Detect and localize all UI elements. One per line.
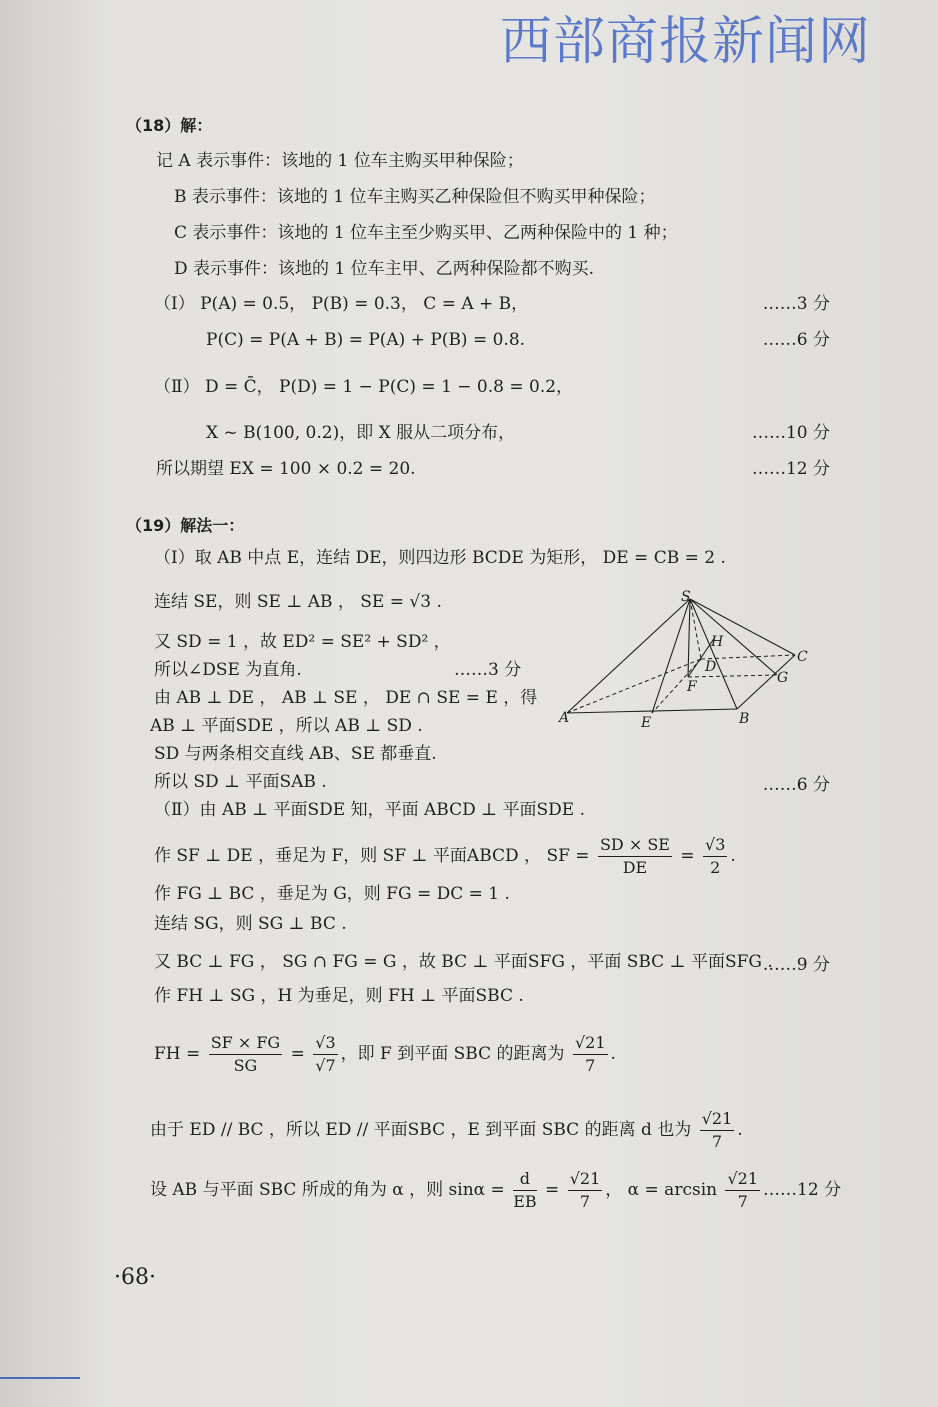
q19-arcsin-text: ， α = arcsin: [605, 1180, 718, 1200]
q19-points-12: ……12 分: [763, 1180, 842, 1200]
q19-line-7: SD 与两条相交直线 AB、SE 都垂直.: [154, 744, 437, 764]
pyramid-diagram: [555, 585, 815, 735]
edge-sd-hidden: [690, 599, 701, 659]
q18-points-6: ……6 分: [762, 330, 830, 350]
diagram-label-h: H: [711, 634, 724, 650]
q19-points-9: ……9 分: [762, 955, 830, 975]
fh-denominator: SG: [233, 1056, 258, 1075]
page-number: ·68·: [114, 1265, 156, 1290]
d-distance-denominator: 7: [711, 1132, 723, 1151]
edge-ad-hidden: [567, 659, 701, 713]
fh-distance-fraction: [573, 1032, 608, 1077]
edge-sf: [688, 599, 690, 677]
d-distance-fraction: [700, 1108, 735, 1153]
q19-points-6: ……6 分: [762, 775, 830, 795]
edge-sc: [690, 599, 795, 655]
diagram-label-d: D: [705, 659, 717, 675]
diagram-label-b: B: [739, 711, 750, 727]
q19-fh-distance-text: ，即 F 到平面 SBC 的距离为: [340, 1044, 565, 1064]
q18-line-3: C 表示事件：该地的 1 位车主至少购买甲、乙两种保险中的 1 种；: [174, 223, 678, 243]
q19-ed-text: 由于 ED // BC ，所以 ED // 平面SBC ，E 到平面 SBC 的距离 d 也为: [150, 1120, 692, 1140]
edge-fg-hidden: [688, 675, 777, 677]
q19-line-6: AB ⊥ 平面SDE ，所以 AB ⊥ SD .: [150, 716, 423, 736]
q18-line-2: B 表示事件：该地的 1 位车主购买乙种保险但不购买甲种保险；: [174, 187, 656, 207]
sin-value-fraction: [568, 1168, 603, 1213]
q18-part2-line-1: （Ⅱ） D = C̄， P(D) = 1 − P(C) = 1 − 0.8 = 0.2，: [154, 377, 574, 397]
q19-angle-text: 设 AB 与平面 SBC 所成的角为 α ，则 sinα =: [150, 1180, 505, 1200]
q19-line-5: 由 AB ⊥ DE ， AB ⊥ SE ， DE ∩ SE = E ，得: [154, 688, 538, 708]
q19-ed-line: 由于 ED // BC ，所以 ED // 平面SBC ，E 到平面 SBC 的距离 d 也为 $\frac{√21}{7}$ .: [150, 1109, 743, 1151]
sin-value-numerator: √21: [568, 1168, 603, 1191]
sf-denominator: DE: [622, 858, 648, 877]
sf-numerator: SD × SE: [598, 834, 672, 857]
q19-angle-line: 设 AB 与平面 SBC 所成的角为 α ，则 sinα = $\frac{d}{EB}$ = $\frac{√21}{7}$ ， α = arcsin $\frac{√21}{7}$ ……12 分: [150, 1169, 842, 1211]
sf-fraction: [598, 834, 672, 879]
diagram-label-e: E: [641, 715, 652, 731]
q18-points-10: ……10 分: [751, 423, 830, 443]
q19-line-13: 又 BC ⊥ FG ， SG ∩ FG = G ，故 BC ⊥ 平面SFG ，平面 SBC ⊥ 平面SFG .: [154, 952, 773, 972]
q18-part1-line-2: P(C) = P(A + B) = P(A) + P(B) = 0.8.: [206, 330, 526, 350]
diagram-label-a: A: [559, 710, 570, 726]
q18-part1-line-1: （Ⅰ） P(A) = 0.5， P(B) = 0.3， C = A + B，: [154, 294, 529, 314]
q18-line-4: D 表示事件：该地的 1 位车主甲、乙两种保险都不购买.: [174, 259, 595, 279]
q19-sf-text: 作 SF ⊥ DE ，垂足为 F，则 SF ⊥ 平面ABCD ， SF =: [154, 846, 590, 866]
q19-line-14: 作 FH ⊥ SG ，H 为垂足，则 FH ⊥ 平面SBC .: [154, 986, 524, 1006]
q19-sf-line: 作 SF ⊥ DE ，垂足为 F，则 SF ⊥ 平面ABCD ， SF = $\frac{SD \times SE}{DE}$ = $\frac{√3}{2}$ .: [154, 835, 736, 877]
q19-points-3: ……3 分: [454, 660, 522, 680]
q19-line-8: 所以 SD ⊥ 平面SAB .: [154, 772, 327, 792]
arcsin-denominator: 7: [737, 1192, 748, 1211]
q18-expectation: 所以期望 EX = 100 × 0.2 = 20.: [156, 459, 416, 479]
fh-distance-denominator: 7: [585, 1056, 596, 1075]
sf-result-fraction: [703, 834, 727, 879]
sin-numerator: d: [513, 1168, 536, 1191]
fh-result-numerator: √3: [313, 1032, 337, 1055]
diagram-label-c: C: [797, 649, 808, 665]
diagram-label-s: S: [681, 589, 691, 605]
fh-result-fraction: [313, 1032, 337, 1077]
q19-line-11: 作 FG ⊥ BC ，垂足为 G，则 FG = DC = 1 .: [154, 884, 510, 904]
q18-heading: （18）解：: [126, 116, 213, 135]
sf-result-numerator: √3: [703, 834, 727, 857]
q19-fh-text: FH =: [154, 1044, 201, 1064]
diagram-label-f: F: [687, 679, 697, 695]
arcsin-numerator: √21: [725, 1168, 760, 1191]
arcsin-fraction: [725, 1168, 760, 1213]
q18-points-3: ……3 分: [762, 294, 830, 314]
watermark-text: 西部商报新闻网: [500, 12, 872, 72]
edge-mark: [0, 1377, 80, 1379]
q18-points-12: ……12 分: [751, 459, 830, 479]
q19-line-12: 连结 SG，则 SG ⊥ BC .: [154, 914, 347, 934]
fh-numerator: SF × FG: [209, 1032, 283, 1055]
sin-value-denominator: 7: [579, 1192, 591, 1211]
sf-result-denominator: 2: [710, 858, 721, 877]
diagram-label-g: G: [777, 670, 789, 686]
q19-line-3: 又 SD = 1 ，故 ED² = SE² + SD² ，: [154, 632, 451, 652]
q19-line-4: 所以∠DSE 为直角.: [154, 660, 302, 680]
d-distance-numerator: √21: [700, 1108, 735, 1131]
fh-result-denominator: √7: [315, 1056, 336, 1075]
q19-line-2: 连结 SE，则 SE ⊥ AB ， SE = √3 .: [154, 592, 442, 612]
q18-part2-line-2: X ~ B(100, 0.2)，即 X 服从二项分布，: [206, 423, 516, 443]
q19-fh-line: FH = $\frac{SF \times FG}{SG}$ = $\frac{√3}{√7}$ ，即 F 到平面 SBC 的距离为 $\frac{√21}{7}$ .: [154, 1033, 616, 1075]
q19-line-9: （Ⅱ）由 AB ⊥ 平面SDE 知，平面 ABCD ⊥ 平面SDE .: [154, 800, 586, 820]
edge-sg: [690, 599, 777, 675]
q19-heading: （19）解法一：: [126, 516, 245, 535]
fh-fraction: [209, 1032, 283, 1077]
edge-sb: [690, 599, 737, 709]
sin-fraction: [513, 1168, 536, 1213]
q19-line-1: （Ⅰ）取 AB 中点 E，连结 DE，则四边形 BCDE 为矩形， DE = CB = 2 .: [154, 548, 726, 568]
fh-distance-numerator: √21: [573, 1032, 608, 1055]
q18-line-1: 记 A 表示事件：该地的 1 位车主购买甲种保险；: [156, 151, 524, 171]
sin-denominator: EB: [513, 1192, 537, 1211]
